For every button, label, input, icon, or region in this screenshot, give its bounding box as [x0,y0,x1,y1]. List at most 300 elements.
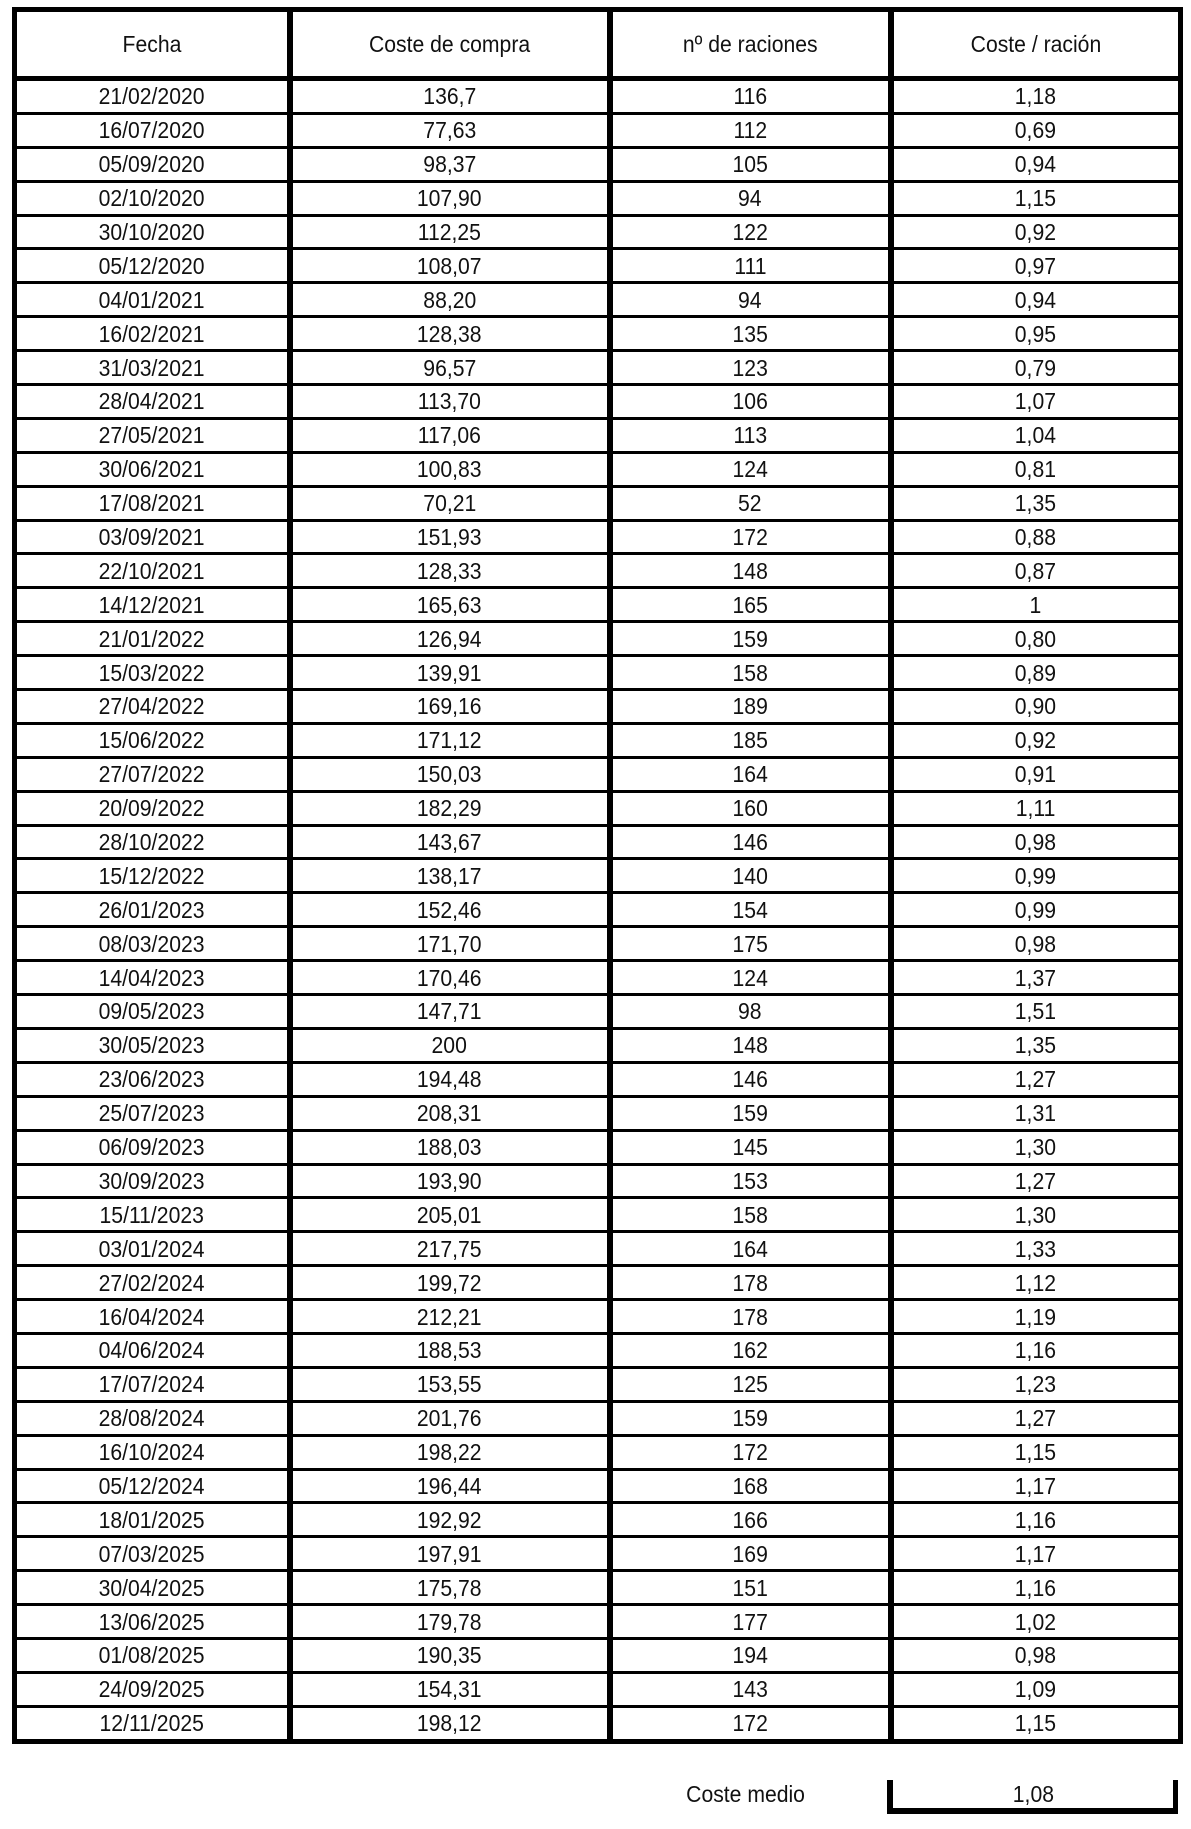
cell-num-raciones [610,113,891,147]
cell-coste-de-compra-value: 107,90 [417,185,482,212]
cell-coste-racion-value: 0,79 [1015,354,1057,381]
cell-coste-de-compra [290,215,610,249]
cell-coste-de-compra [290,622,610,656]
table-row [15,1435,1181,1469]
cell-fecha [15,1605,290,1639]
cell-coste-racion [891,622,1181,656]
cell-fecha [15,1706,290,1741]
cell-fecha [15,1028,290,1062]
cell-fecha [15,351,290,385]
table-body [15,79,1181,1742]
cell-coste-de-compra [290,893,610,927]
cell-num-raciones-value: 106 [732,388,768,415]
cell-fecha-value: 24/09/2025 [98,1676,205,1703]
header-num-raciones [610,10,891,79]
cell-coste-racion-value: 0,89 [1015,659,1057,686]
cell-coste-de-compra [290,1435,610,1469]
cell-coste-racion [891,317,1181,351]
cell-num-raciones [610,79,891,114]
cell-coste-de-compra-value: 151,93 [417,524,482,551]
cell-num-raciones [610,1266,891,1300]
cell-coste-racion-value: 0,99 [1015,862,1057,889]
cell-coste-de-compra-value: 139,91 [417,659,482,686]
cell-coste-racion-value: 1,11 [1015,795,1056,822]
cell-fecha [15,656,290,690]
cell-coste-racion [891,1503,1181,1537]
cell-coste-de-compra [290,1198,610,1232]
purchase-cost-table [12,7,1183,1744]
table-row [15,1198,1181,1232]
cell-coste-de-compra [290,351,610,385]
cell-coste-de-compra-value: 143,67 [417,829,482,856]
cell-num-raciones [610,1096,891,1130]
table-row [15,1096,1181,1130]
cell-coste-racion-value: 0,97 [1015,252,1057,279]
cell-coste-de-compra-value: 194,48 [417,1066,482,1093]
cell-coste-de-compra-value: 179,78 [417,1608,482,1635]
cell-coste-racion-value: 0,87 [1015,557,1057,584]
cell-num-raciones [610,1164,891,1198]
cell-coste-de-compra [290,1028,610,1062]
cell-fecha [15,723,290,757]
cell-coste-racion [891,723,1181,757]
cell-coste-de-compra [290,1469,610,1503]
table-row [15,791,1181,825]
cell-num-raciones-value: 166 [732,1506,768,1533]
cell-coste-racion [891,927,1181,961]
cell-coste-de-compra-value: 136,7 [423,83,476,110]
cell-coste-racion [891,1638,1181,1672]
cell-coste-racion [891,1706,1181,1741]
cell-coste-de-compra-value: 170,46 [417,964,482,991]
cell-coste-racion [891,1537,1181,1571]
cell-coste-racion [891,1266,1181,1300]
cell-fecha [15,1638,290,1672]
cell-num-raciones-value: 135 [732,320,768,347]
cell-num-raciones-value: 122 [732,219,768,245]
cell-coste-racion [891,418,1181,452]
cell-coste-racion [891,520,1181,554]
cell-coste-de-compra-value: 152,46 [417,896,482,923]
cell-coste-racion [891,825,1181,859]
cell-fecha [15,249,290,283]
table-row [15,1062,1181,1096]
cell-coste-racion [891,249,1181,283]
cell-coste-de-compra [290,961,610,995]
cell-num-raciones [610,622,891,656]
cell-num-raciones [610,690,891,724]
average-cost-label-text: Coste medio [686,1781,805,1807]
table-row [15,351,1181,385]
average-cost-label [605,1780,886,1808]
cell-coste-racion-value: 1,37 [1015,964,1057,991]
cell-fecha-value: 16/07/2020 [98,117,205,144]
cell-coste-de-compra-value: 126,94 [417,625,482,652]
table-row [15,249,1181,283]
cell-num-raciones-value: 172 [732,524,768,551]
cell-fecha [15,1232,290,1266]
cell-coste-racion-value: 0,69 [1015,117,1057,144]
table-row [15,283,1181,317]
cell-coste-de-compra-value: 175,78 [417,1574,482,1601]
cell-coste-de-compra [290,1571,610,1605]
cell-fecha-value: 03/09/2021 [98,524,205,551]
cell-fecha-value: 28/04/2021 [98,388,205,415]
cell-num-raciones [610,927,891,961]
cell-num-raciones-value: 154 [732,896,768,923]
cell-num-raciones-value: 98 [738,998,762,1025]
table-row [15,113,1181,147]
cell-num-raciones-value: 94 [738,185,762,212]
cell-coste-de-compra-value: 200 [431,1032,468,1059]
cell-fecha-value: 15/03/2022 [98,659,205,686]
cell-coste-de-compra-value: 196,44 [417,1472,482,1499]
cell-num-raciones [610,1605,891,1639]
cell-coste-racion [891,1062,1181,1096]
cell-coste-de-compra-value: 188,03 [417,1134,482,1161]
table-row [15,1164,1181,1198]
cell-coste-racion-value: 1,33 [1015,1235,1057,1262]
table-row [15,995,1181,1029]
cell-num-raciones-value: 145 [732,1134,768,1161]
cell-num-raciones-value: 172 [732,1710,768,1737]
table-row [15,486,1181,520]
cell-coste-racion [891,554,1181,588]
cell-num-raciones-value: 177 [732,1608,768,1635]
cell-coste-de-compra-value: 117,06 [417,422,482,449]
cell-fecha [15,791,290,825]
cell-coste-racion [891,1028,1181,1062]
cell-fecha-value: 30/05/2023 [98,1032,205,1059]
cell-num-raciones-value: 164 [732,1235,768,1262]
cell-fecha-value: 28/08/2024 [98,1405,205,1432]
cell-fecha [15,215,290,249]
cell-coste-racion-value: 1,16 [1015,1574,1057,1601]
cell-num-raciones-value: 113 [733,422,767,449]
table-row [15,893,1181,927]
cell-coste-racion-value: 0,88 [1015,524,1057,551]
cell-coste-racion-value: 1,02 [1015,1608,1057,1635]
cell-coste-de-compra-value: 217,75 [417,1235,482,1262]
cell-coste-racion [891,79,1181,114]
cell-coste-racion-value: 1,30 [1015,1134,1057,1161]
table-row [15,418,1181,452]
cell-num-raciones-value: 175 [732,930,768,957]
cell-num-raciones-value: 158 [732,659,768,686]
average-cost-value: 1,08 [1012,1781,1054,1807]
cell-fecha-value: 07/03/2025 [98,1540,205,1567]
cell-coste-racion-value: 1,12 [1015,1269,1057,1296]
cell-num-raciones [610,825,891,859]
cell-coste-de-compra [290,1367,610,1401]
cell-fecha [15,961,290,995]
cell-fecha-value: 15/11/2023 [99,1201,204,1228]
cell-fecha-value: 27/04/2022 [98,693,205,720]
cell-num-raciones [610,520,891,554]
header-coste-de-compra-label: Coste de compra [368,30,531,57]
cell-coste-de-compra [290,113,610,147]
cell-num-raciones-value: 140 [732,862,768,889]
cell-coste-racion-value: 1,30 [1015,1201,1057,1228]
table-row [15,927,1181,961]
cell-coste-racion [891,215,1181,249]
cell-coste-de-compra-value: 128,38 [417,320,482,347]
cell-coste-de-compra-value: 171,70 [417,930,482,957]
table-row [15,757,1181,791]
cell-coste-de-compra-value: 212,21 [417,1303,482,1330]
cell-coste-de-compra [290,79,610,114]
cell-fecha [15,486,290,520]
header-row [15,10,1181,79]
cell-num-raciones-value: 146 [732,829,768,856]
cell-num-raciones [610,1028,891,1062]
cell-num-raciones-value: 148 [732,1032,768,1059]
table-row [15,1028,1181,1062]
cell-coste-racion [891,1401,1181,1435]
cell-fecha [15,825,290,859]
cell-coste-racion-value: 1,23 [1015,1371,1057,1398]
cell-num-raciones [610,859,891,893]
cell-num-raciones-value: 94 [738,286,762,313]
table-row [15,622,1181,656]
cell-coste-racion-value: 1,09 [1015,1676,1057,1703]
cell-coste-racion-value: 1,15 [1015,1710,1057,1737]
cell-coste-racion-value: 0,92 [1015,219,1057,245]
cell-fecha [15,588,290,622]
cell-num-raciones [610,554,891,588]
cell-num-raciones-value: 148 [732,557,768,584]
cell-coste-de-compra [290,147,610,181]
cell-fecha [15,927,290,961]
header-coste-racion-label: Coste / ración [970,30,1102,57]
cell-coste-de-compra [290,1401,610,1435]
table-row [15,1605,1181,1639]
cell-coste-de-compra [290,181,610,215]
cell-coste-racion-value: 1,04 [1015,422,1057,449]
cell-num-raciones [610,791,891,825]
cell-fecha [15,1300,290,1334]
cell-coste-de-compra-value: 150,03 [417,761,482,788]
cell-coste-de-compra-value: 70,21 [423,490,476,517]
cell-fecha [15,385,290,419]
cell-coste-racion [891,351,1181,385]
cell-coste-de-compra-value: 128,33 [417,557,482,584]
table-row [15,1232,1181,1266]
cell-coste-racion [891,588,1181,622]
cell-num-raciones-value: 124 [732,964,768,991]
cell-fecha-value: 06/09/2023 [98,1134,205,1161]
cell-coste-racion [891,1571,1181,1605]
cell-coste-de-compra-value: 96,57 [423,354,476,381]
cell-coste-racion-value: 1,15 [1015,185,1057,212]
cell-num-raciones-value: 162 [732,1337,768,1364]
cell-fecha [15,452,290,486]
cell-fecha-value: 22/10/2021 [98,557,205,584]
cell-num-raciones-value: 165 [732,591,768,618]
cell-fecha [15,690,290,724]
cell-num-raciones-value: 169 [732,1540,768,1567]
cell-fecha-value: 04/01/2021 [98,286,205,313]
cell-fecha-value: 15/06/2022 [98,727,205,754]
cell-num-raciones-value: 116 [733,83,767,110]
cell-coste-racion-value: 0,98 [1015,829,1057,856]
cell-fecha-value: 14/12/2021 [98,591,205,618]
cell-coste-de-compra [290,1062,610,1096]
cell-fecha-value: 26/01/2023 [98,896,205,923]
cell-num-raciones-value: 159 [732,1100,768,1127]
header-fecha-label: Fecha [122,30,182,57]
cell-fecha [15,79,290,114]
cell-num-raciones-value: 159 [732,625,768,652]
cell-coste-de-compra [290,1130,610,1164]
cell-coste-de-compra-value: 165,63 [417,591,482,618]
cell-fecha-value: 30/06/2021 [98,456,205,483]
cell-num-raciones [610,1401,891,1435]
cell-num-raciones-value: 160 [732,795,768,822]
cell-coste-de-compra [290,418,610,452]
cell-coste-de-compra-value: 108,07 [417,252,482,279]
table-row [15,1672,1181,1706]
cell-fecha [15,1435,290,1469]
cell-num-raciones [610,452,891,486]
cell-num-raciones [610,283,891,317]
cell-coste-de-compra-value: 197,91 [417,1540,482,1567]
cell-coste-racion-value: 0,94 [1015,286,1057,313]
cell-num-raciones [610,588,891,622]
cell-fecha-value: 08/03/2023 [98,930,205,957]
table-row [15,1537,1181,1571]
cell-fecha-value: 25/07/2023 [98,1100,205,1127]
cell-coste-racion [891,1164,1181,1198]
cell-coste-racion [891,1096,1181,1130]
cell-coste-de-compra-value: 193,90 [417,1167,482,1194]
cell-fecha-value: 12/11/2025 [99,1710,204,1737]
cell-coste-de-compra-value: 192,92 [417,1506,482,1533]
cell-coste-de-compra [290,690,610,724]
cell-coste-de-compra [290,1096,610,1130]
cell-coste-racion-value: 1,18 [1015,83,1057,110]
cell-coste-racion [891,1300,1181,1334]
cell-num-raciones [610,1638,891,1672]
cell-coste-racion-value: 1 [1029,591,1042,618]
cell-coste-racion-value: 0,90 [1015,693,1057,720]
cell-fecha-value: 31/03/2021 [98,354,205,381]
cell-num-raciones [610,1232,891,1266]
cell-num-raciones [610,1706,891,1741]
cell-num-raciones-value: 153 [732,1167,768,1194]
cell-fecha-value: 16/10/2024 [98,1439,205,1466]
cell-coste-racion [891,1435,1181,1469]
cell-coste-racion [891,757,1181,791]
cell-coste-de-compra [290,757,610,791]
table-row [15,1130,1181,1164]
cell-fecha-value: 30/04/2025 [98,1574,205,1601]
cell-fecha-value: 21/02/2020 [98,83,205,110]
cell-fecha-value: 28/10/2022 [98,829,205,856]
cell-num-raciones-value: 168 [732,1472,768,1499]
cell-num-raciones [610,486,891,520]
cell-coste-racion [891,385,1181,419]
cell-coste-racion-value: 1,15 [1015,1439,1057,1466]
cell-coste-de-compra [290,859,610,893]
cell-coste-racion-value: 1,07 [1015,388,1057,415]
cell-coste-de-compra [290,927,610,961]
cell-num-raciones-value: 112 [733,117,767,144]
cell-coste-de-compra-value: 171,12 [417,727,482,754]
cell-coste-de-compra [290,1266,610,1300]
cell-fecha-value: 18/01/2025 [98,1506,205,1533]
cell-fecha [15,859,290,893]
cell-num-raciones [610,757,891,791]
cell-fecha-value: 05/12/2024 [98,1472,205,1499]
cell-coste-racion-value: 1,35 [1015,490,1057,517]
table-row [15,961,1181,995]
cell-fecha [15,1503,290,1537]
cell-fecha-value: 04/06/2024 [98,1337,205,1364]
cell-num-raciones-value: 105 [732,151,768,178]
cell-num-raciones [610,1062,891,1096]
cost-per-serving-sheet [12,7,1178,1744]
cell-fecha-value: 02/10/2020 [98,185,205,212]
cell-coste-racion-value: 1,35 [1015,1032,1057,1059]
cell-coste-de-compra-value: 98,37 [423,151,476,178]
header-num-raciones-label: nº de raciones [682,30,818,57]
cell-coste-racion [891,1333,1181,1367]
cell-coste-de-compra [290,1605,610,1639]
cell-coste-racion-value: 1,51 [1015,998,1057,1025]
cell-num-raciones-value: 125 [732,1371,768,1398]
cell-coste-de-compra-value: 100,83 [417,456,482,483]
cell-coste-de-compra [290,723,610,757]
table-row [15,1300,1181,1334]
cell-num-raciones [610,1672,891,1706]
cell-coste-de-compra-value: 138,17 [417,862,482,889]
cell-fecha [15,995,290,1029]
cell-coste-racion [891,283,1181,317]
cell-num-raciones [610,181,891,215]
cell-num-raciones-value: 151 [732,1574,768,1601]
cell-coste-de-compra [290,385,610,419]
cell-coste-racion-value: 1,27 [1015,1405,1057,1432]
cell-coste-racion-value: 0,98 [1015,930,1057,957]
cell-coste-racion [891,859,1181,893]
cell-coste-de-compra-value: 190,35 [417,1642,482,1669]
cell-fecha [15,893,290,927]
cell-fecha [15,1571,290,1605]
cell-coste-racion [891,113,1181,147]
cell-num-raciones-value: 194 [732,1642,768,1669]
cell-coste-racion [891,1232,1181,1266]
cell-coste-racion [891,995,1181,1029]
cell-coste-de-compra [290,1300,610,1334]
cell-fecha-value: 15/12/2022 [98,862,205,889]
cell-fecha-value: 16/04/2024 [98,1303,205,1330]
table-row [15,1503,1181,1537]
table-row [15,656,1181,690]
table-row [15,520,1181,554]
cell-coste-de-compra [290,995,610,1029]
cell-coste-racion-value: 0,95 [1015,320,1057,347]
cell-fecha [15,1096,290,1130]
cell-coste-racion [891,656,1181,690]
cell-fecha [15,1198,290,1232]
cell-num-raciones [610,249,891,283]
table-row [15,452,1181,486]
cell-coste-de-compra [290,452,610,486]
cell-coste-racion-value: 0,94 [1015,151,1057,178]
cell-num-raciones-value: 146 [732,1066,768,1093]
cell-num-raciones-value: 123 [732,354,768,381]
